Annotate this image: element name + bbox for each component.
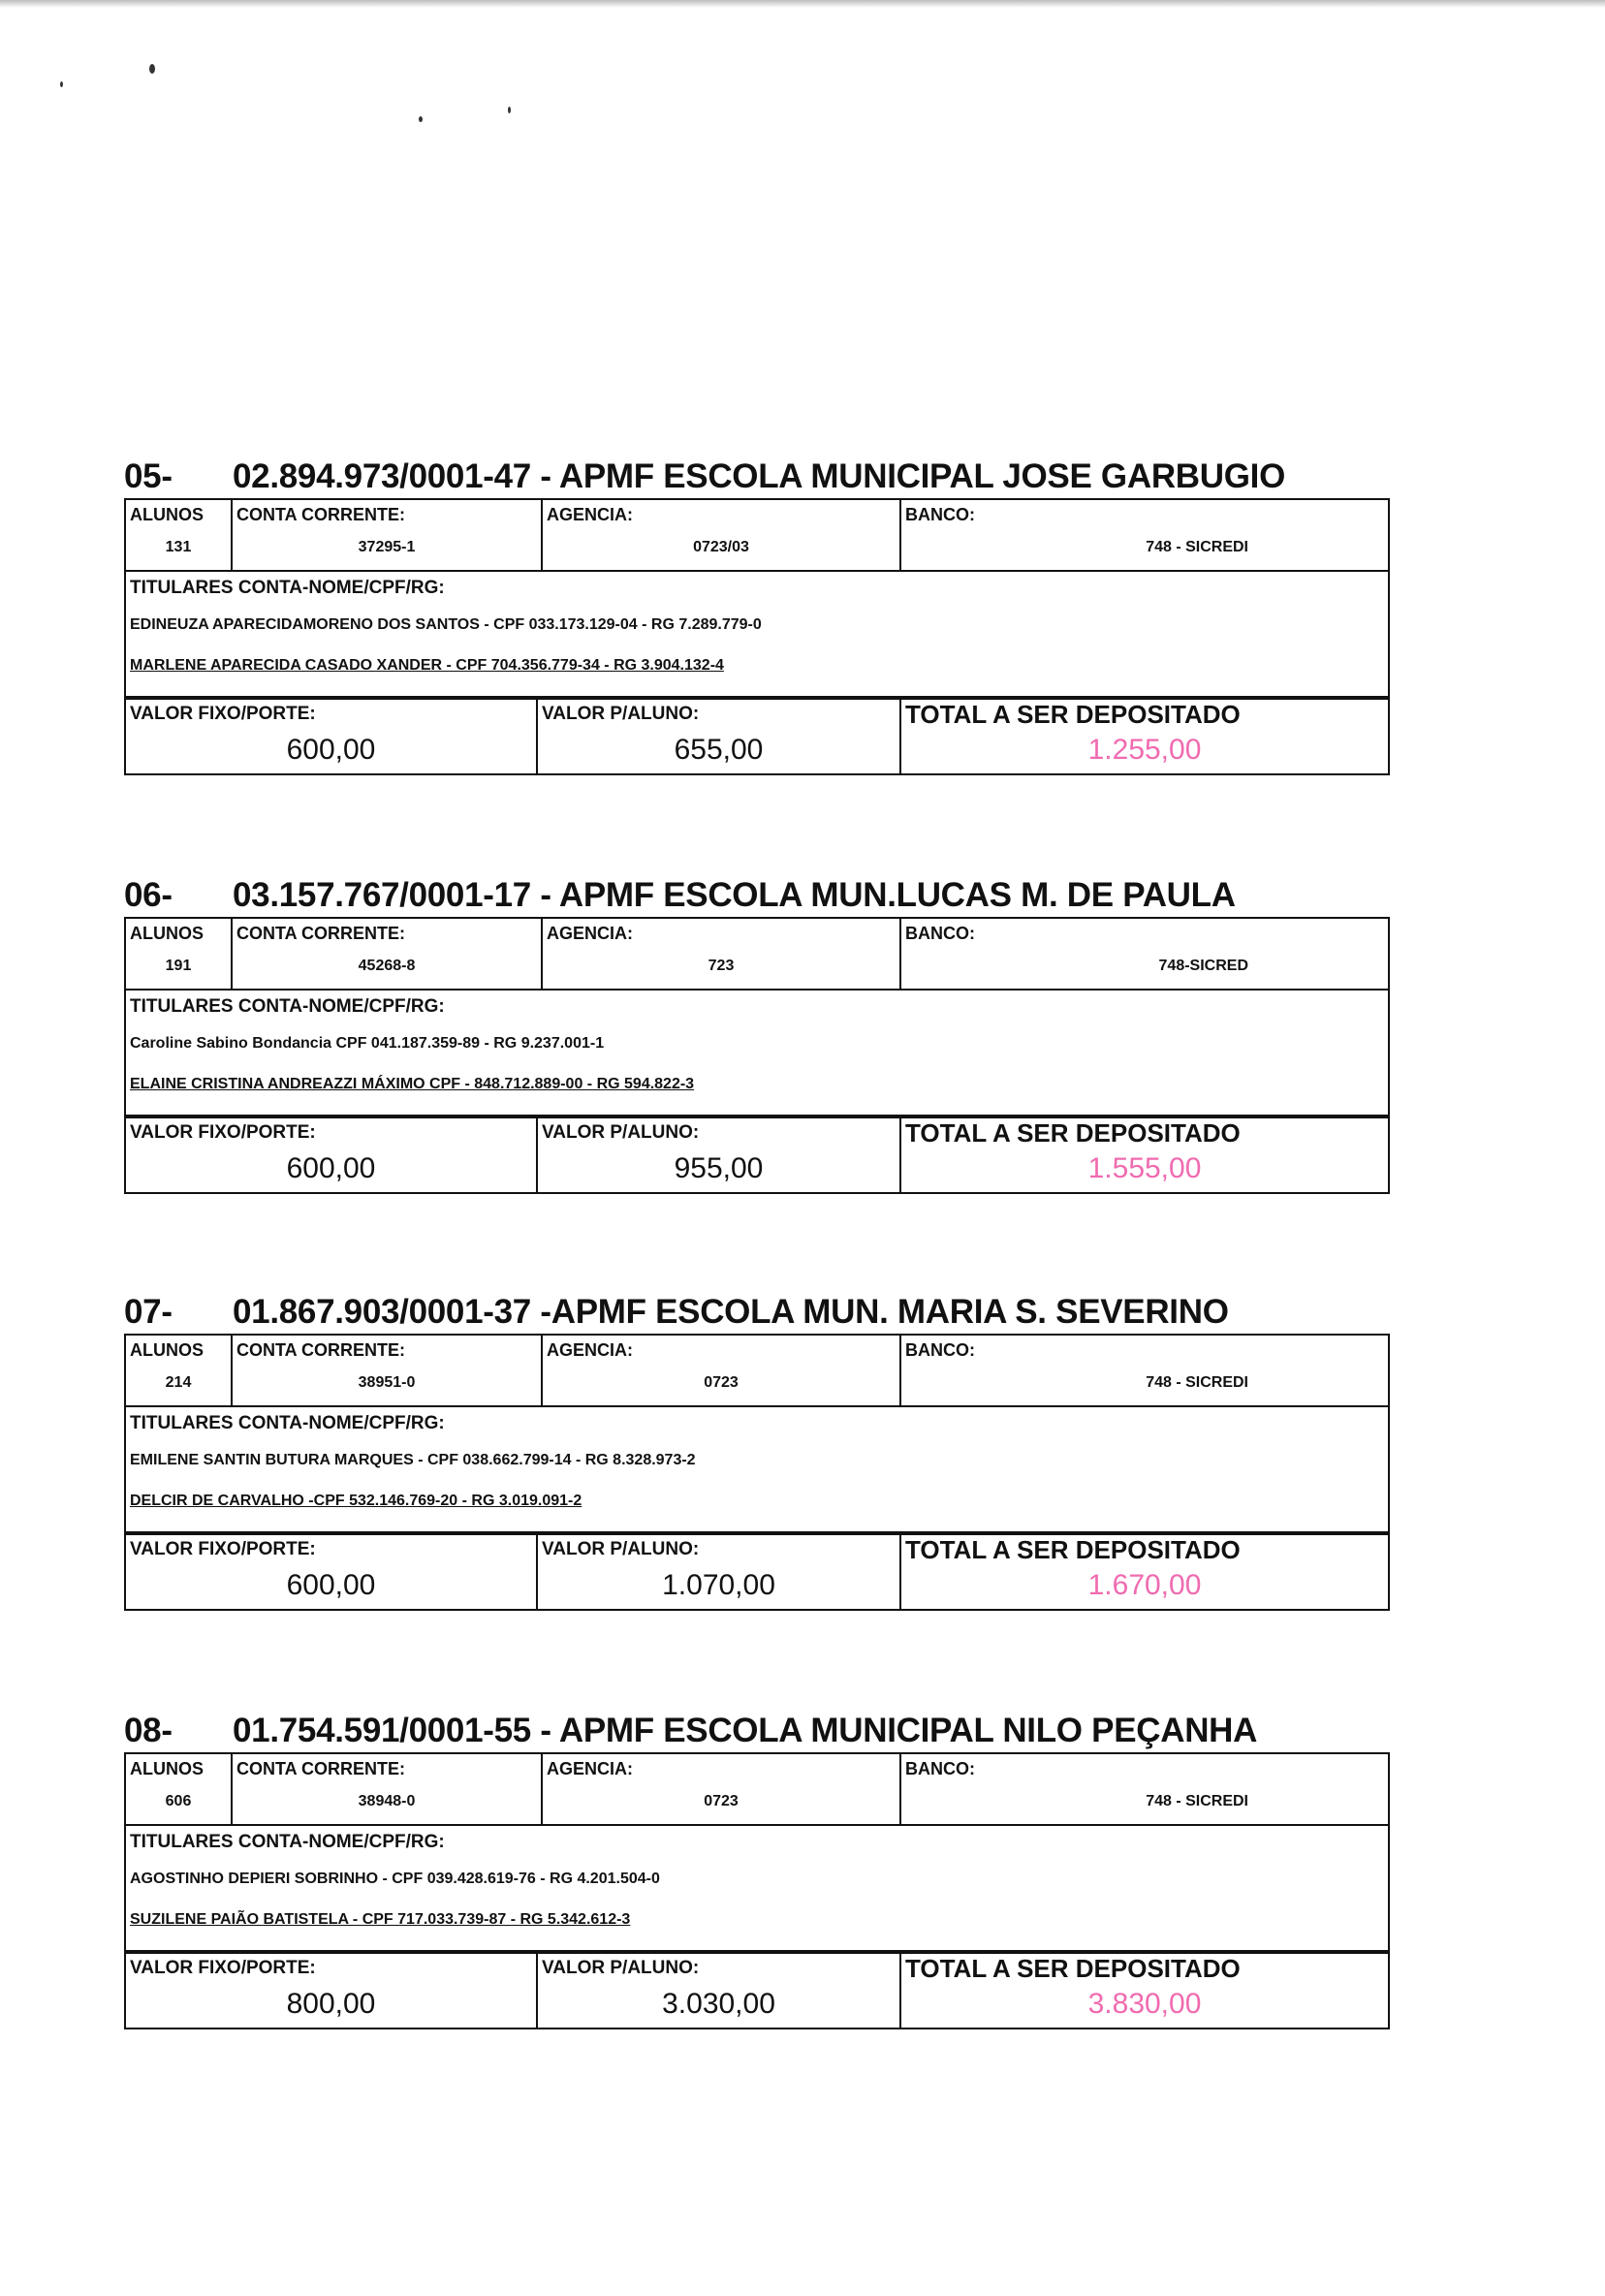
agencia-value: 0723	[704, 1793, 739, 1809]
alunos-cell	[125, 918, 232, 990]
holders-cell	[125, 990, 1389, 1116]
valor-aluno-value: 1.070,00	[662, 1569, 775, 1601]
holders-label: TITULARES CONTA-NOME/CPF/RG:	[130, 578, 445, 598]
scan-speck	[419, 116, 423, 122]
valor-fixo-value: 600,00	[286, 734, 376, 766]
values-table	[124, 698, 1390, 775]
valor-fixo-cell	[125, 1534, 537, 1610]
values-row	[125, 1117, 1389, 1193]
total-label: TOTAL A SER DEPOSITADO	[905, 1535, 1241, 1564]
conta-label: CONTA CORRENTE:	[236, 1759, 405, 1778]
total-cell	[900, 699, 1389, 774]
banco-label: BANCO:	[905, 505, 975, 524]
holders-row	[125, 571, 1389, 697]
valor-fixo-value: 600,00	[286, 1152, 376, 1184]
account-row	[125, 1753, 1389, 1825]
banco-value: 748 - SICREDI	[1146, 539, 1248, 555]
holder-line: Caroline Sabino Bondancia CPF 041.187.359-89 - RG 9.237.001-1	[130, 1035, 605, 1052]
agencia-label: AGENCIA:	[547, 1340, 633, 1360]
total-label: TOTAL A SER DEPOSITADO	[905, 1118, 1241, 1148]
valor-aluno-cell	[537, 1117, 900, 1193]
agencia-value: 0723	[704, 1374, 739, 1391]
conta-cell	[232, 1335, 542, 1406]
banco-value: 748 - SICREDI	[1146, 1793, 1248, 1809]
school-entry	[124, 874, 1388, 1194]
scan-top-edge	[0, 0, 1605, 8]
holder-line: MARLENE APARECIDA CASADO XANDER - CPF 704.356.779-34 - RG 3.904.132-4	[130, 657, 724, 674]
holders-cell	[125, 1406, 1389, 1532]
alunos-label: ALUNOS	[130, 505, 204, 524]
alunos-value: 606	[165, 1793, 192, 1809]
banco-cell	[900, 1335, 1389, 1406]
total-cell	[900, 1117, 1389, 1193]
valor-aluno-value: 955,00	[674, 1152, 764, 1184]
entry-title: 01.754.591/0001-55 - APMF ESCOLA MUNICIPAL NILO PEÇANHA	[233, 1712, 1258, 1749]
total-label: TOTAL A SER DEPOSITADO	[905, 1954, 1241, 1983]
agencia-value: 723	[708, 958, 735, 974]
valor-aluno-cell	[537, 699, 900, 774]
valor-aluno-label: VALOR P/ALUNO:	[542, 704, 700, 724]
agencia-label: AGENCIA:	[547, 505, 633, 524]
valor-fixo-value: 800,00	[286, 1988, 376, 2020]
banco-label: BANCO:	[905, 1759, 975, 1778]
entry-title: 01.867.903/0001-37 -APMF ESCOLA MUN. MARIA S. SEVERINO	[233, 1293, 1229, 1331]
valor-fixo-value: 600,00	[286, 1569, 376, 1601]
entry-number: 05-	[124, 457, 173, 495]
school-entry	[124, 1291, 1388, 1611]
entry-heading	[124, 456, 1388, 498]
agencia-label: AGENCIA:	[547, 924, 633, 943]
values-row	[125, 699, 1389, 774]
banco-cell	[900, 918, 1389, 990]
values-table	[124, 1533, 1390, 1611]
conta-value: 38948-0	[358, 1793, 416, 1809]
alunos-cell	[125, 499, 232, 571]
holder-line: ELAINE CRISTINA ANDREAZZI MÁXIMO CPF - 848.712.889-00 - RG 594.822-3	[130, 1076, 695, 1092]
valor-aluno-label: VALOR P/ALUNO:	[542, 1539, 700, 1559]
total-label: TOTAL A SER DEPOSITADO	[905, 700, 1241, 729]
conta-label: CONTA CORRENTE:	[236, 505, 405, 524]
banco-value: 748-SICRED	[1158, 958, 1248, 974]
entry-number: 06-	[124, 876, 173, 914]
valor-fixo-label: VALOR FIXO/PORTE:	[130, 704, 316, 724]
holders-label: TITULARES CONTA-NOME/CPF/RG:	[130, 1413, 445, 1433]
holders-row	[125, 990, 1389, 1116]
conta-value: 37295-1	[358, 539, 416, 555]
valor-aluno-cell	[537, 1953, 900, 2029]
conta-label: CONTA CORRENTE:	[236, 1340, 405, 1360]
values-row	[125, 1953, 1389, 2029]
conta-label: CONTA CORRENTE:	[236, 924, 405, 943]
values-table	[124, 1117, 1390, 1194]
conta-cell	[232, 918, 542, 990]
total-value: 1.670,00	[1087, 1569, 1202, 1601]
valor-aluno-value: 655,00	[674, 734, 764, 766]
school-entry	[124, 1710, 1388, 2029]
agencia-cell	[542, 918, 900, 990]
conta-cell	[232, 499, 542, 571]
valor-fixo-cell	[125, 1953, 537, 2029]
valor-aluno-cell	[537, 1534, 900, 1610]
holders-label: TITULARES CONTA-NOME/CPF/RG:	[130, 996, 445, 1017]
alunos-value: 131	[165, 539, 192, 555]
valor-fixo-label: VALOR FIXO/PORTE:	[130, 1122, 316, 1143]
alunos-label: ALUNOS	[130, 924, 204, 943]
valor-fixo-label: VALOR FIXO/PORTE:	[130, 1958, 316, 1978]
values-row	[125, 1534, 1389, 1610]
banco-label: BANCO:	[905, 1340, 975, 1360]
account-table	[124, 1334, 1390, 1533]
values-table	[124, 1952, 1390, 2029]
scan-speck	[508, 107, 511, 113]
agencia-value: 0723/03	[693, 539, 749, 555]
school-entry	[124, 456, 1388, 775]
banco-cell	[900, 1753, 1389, 1825]
account-row	[125, 918, 1389, 990]
banco-cell	[900, 499, 1389, 571]
alunos-cell	[125, 1335, 232, 1406]
conta-value: 38951-0	[358, 1374, 416, 1391]
total-value: 1.555,00	[1087, 1152, 1202, 1184]
holder-line: EMILENE SANTIN BUTURA MARQUES - CPF 038.662.799-14 - RG 8.328.973-2	[130, 1452, 696, 1468]
alunos-cell	[125, 1753, 232, 1825]
entry-title: 02.894.973/0001-47 - APMF ESCOLA MUNICIPAL JOSE GARBUGIO	[233, 457, 1286, 495]
valor-fixo-label: VALOR FIXO/PORTE:	[130, 1539, 316, 1559]
alunos-value: 191	[165, 958, 192, 974]
total-value: 3.830,00	[1087, 1988, 1202, 2020]
holders-label: TITULARES CONTA-NOME/CPF/RG:	[130, 1832, 445, 1852]
entry-number: 08-	[124, 1712, 173, 1749]
total-value: 1.255,00	[1087, 734, 1202, 766]
scan-speck	[149, 64, 155, 74]
total-cell	[900, 1534, 1389, 1610]
scan-speck	[60, 81, 63, 87]
holder-line: SUZILENE PAIÃO BATISTELA - CPF 717.033.739-87 - RG 5.342.612-3	[130, 1911, 631, 1928]
holder-line: EDINEUZA APARECIDAMORENO DOS SANTOS - CPF 033.173.129-04 - RG 7.289.779-0	[130, 616, 762, 633]
valor-aluno-value: 3.030,00	[662, 1988, 775, 2020]
holder-line: DELCIR DE CARVALHO -CPF 532.146.769-20 - RG 3.019.091-2	[130, 1493, 582, 1509]
entry-heading	[124, 874, 1388, 917]
holders-cell	[125, 571, 1389, 697]
account-row	[125, 499, 1389, 571]
conta-value: 45268-8	[358, 958, 416, 974]
entry-heading	[124, 1710, 1388, 1752]
agencia-cell	[542, 1335, 900, 1406]
account-row	[125, 1335, 1389, 1406]
alunos-label: ALUNOS	[130, 1340, 204, 1360]
holders-row	[125, 1406, 1389, 1532]
account-table	[124, 917, 1390, 1117]
holder-line: AGOSTINHO DEPIERI SOBRINHO - CPF 039.428.619-76 - RG 4.201.504-0	[130, 1871, 660, 1887]
account-table	[124, 1752, 1390, 1952]
alunos-label: ALUNOS	[130, 1759, 204, 1778]
alunos-value: 214	[165, 1374, 192, 1391]
valor-aluno-label: VALOR P/ALUNO:	[542, 1958, 700, 1978]
account-table	[124, 498, 1390, 698]
banco-label: BANCO:	[905, 924, 975, 943]
entry-heading	[124, 1291, 1388, 1334]
entry-number: 07-	[124, 1293, 173, 1331]
conta-cell	[232, 1753, 542, 1825]
valor-fixo-cell	[125, 1117, 537, 1193]
holders-row	[125, 1825, 1389, 1951]
banco-value: 748 - SICREDI	[1146, 1374, 1248, 1391]
agencia-cell	[542, 499, 900, 571]
valor-fixo-cell	[125, 699, 537, 774]
agencia-label: AGENCIA:	[547, 1759, 633, 1778]
valor-aluno-label: VALOR P/ALUNO:	[542, 1122, 700, 1143]
total-cell	[900, 1953, 1389, 2029]
entry-title: 03.157.767/0001-17 - APMF ESCOLA MUN.LUCAS M. DE PAULA	[233, 876, 1236, 914]
holders-cell	[125, 1825, 1389, 1951]
agencia-cell	[542, 1753, 900, 1825]
